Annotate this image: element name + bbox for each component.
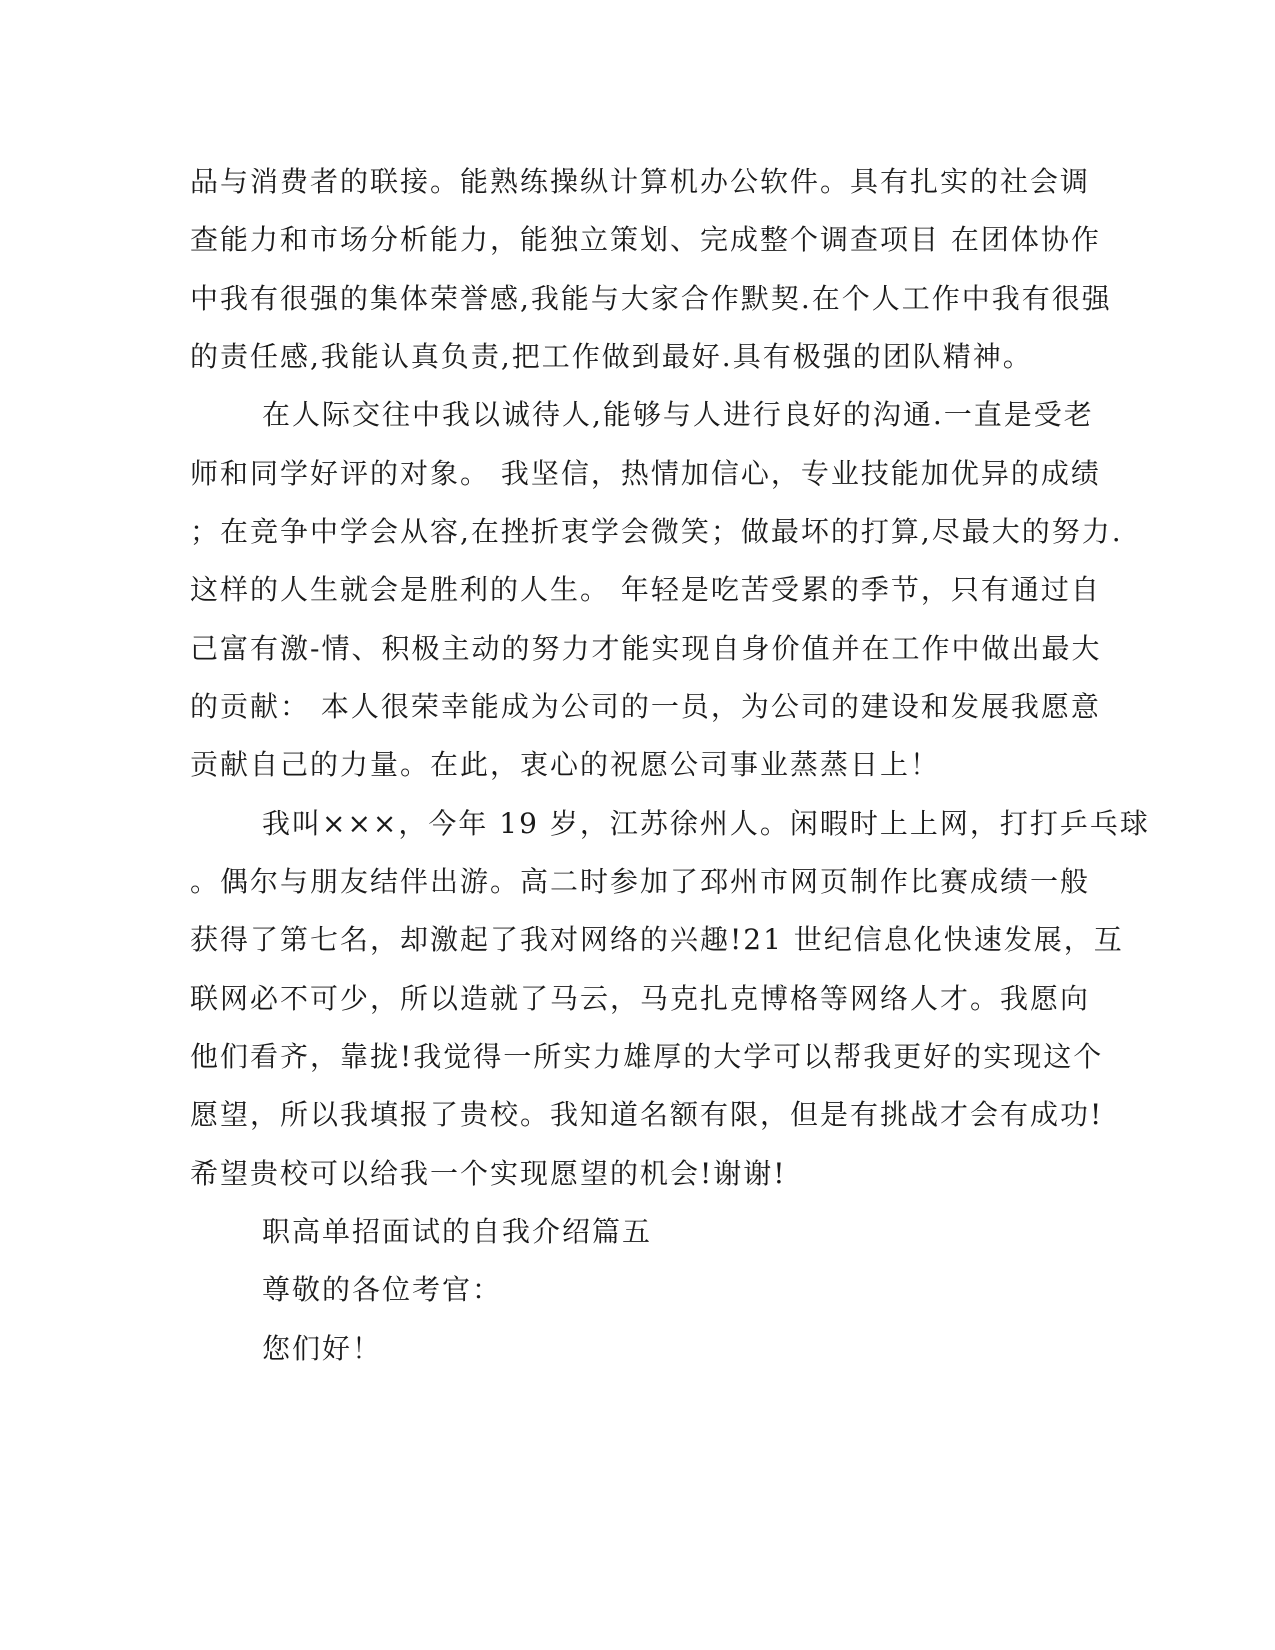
text-line: 联网必不可少，所以造就了马云，马克扎克博格等网络人才。我愿向: [190, 982, 1091, 1015]
salutation: 尊敬的各位考官：: [262, 1273, 503, 1306]
text-line: 的贡献： 本人很荣幸能成为公司的一员，为公司的建设和发展我愿意: [190, 690, 1101, 723]
greeting: 您们好！: [262, 1332, 383, 1365]
text-line: 获得了第七名，却激起了我对网络的兴趣!21 世纪信息化快速发展，互: [190, 923, 1124, 956]
text-line: 贡献自己的力量。在此，衷心的祝愿公司事业蒸蒸日上！: [190, 748, 941, 781]
text-line: 查能力和市场分析能力，能独立策划、完成整个调查项目 在团体协作: [190, 223, 1101, 256]
text-line: 的责任感,我能认真负责,把工作做到最好.具有极强的团队精神。: [190, 340, 1033, 373]
text-line: 这样的人生就会是胜利的人生。 年轻是吃苦受累的季节，只有通过自: [190, 573, 1101, 606]
text-line: 愿望，所以我填报了贵校。我知道名额有限，但是有挑战才会有成功!: [190, 1098, 1104, 1131]
section-heading: 职高单招面试的自我介绍篇五: [262, 1215, 653, 1248]
text-line: 。偶尔与朋友结伴出游。高二时参加了邳州市网页制作比赛成绩一般: [190, 865, 1091, 898]
text-line: 他们看齐，靠拢!我觉得一所实力雄厚的大学可以帮我更好的实现这个: [190, 1040, 1104, 1073]
text-line: 己富有激-情、积极主动的努力才能实现自身价值并在工作中做出最大: [190, 632, 1102, 665]
text-line: 品与消费者的联接。能熟练操纵计算机办公软件。具有扎实的社会调: [190, 165, 1091, 198]
paragraph-start-line: 在人际交往中我以诚待人,能够与人进行良好的沟通.一直是受老: [262, 398, 1094, 431]
text-line: 希望贵校可以给我一个实现愿望的机会!谢谢!: [190, 1157, 787, 1190]
text-line: 师和同学好评的对象。 我坚信，热情加信心，专业技能加优异的成绩: [190, 457, 1101, 490]
text-line: 中我有很强的集体荣誉感,我能与大家合作默契.在个人工作中我有很强: [190, 282, 1112, 315]
paragraph-start-line: 我叫×××，今年 19 岁，江苏徐州人。闲暇时上上网，打打乒乓球: [262, 807, 1150, 840]
text-line: ；在竞争中学会从容,在挫折衷学会微笑；做最坏的打算,尽最大的努力.: [190, 515, 1123, 548]
